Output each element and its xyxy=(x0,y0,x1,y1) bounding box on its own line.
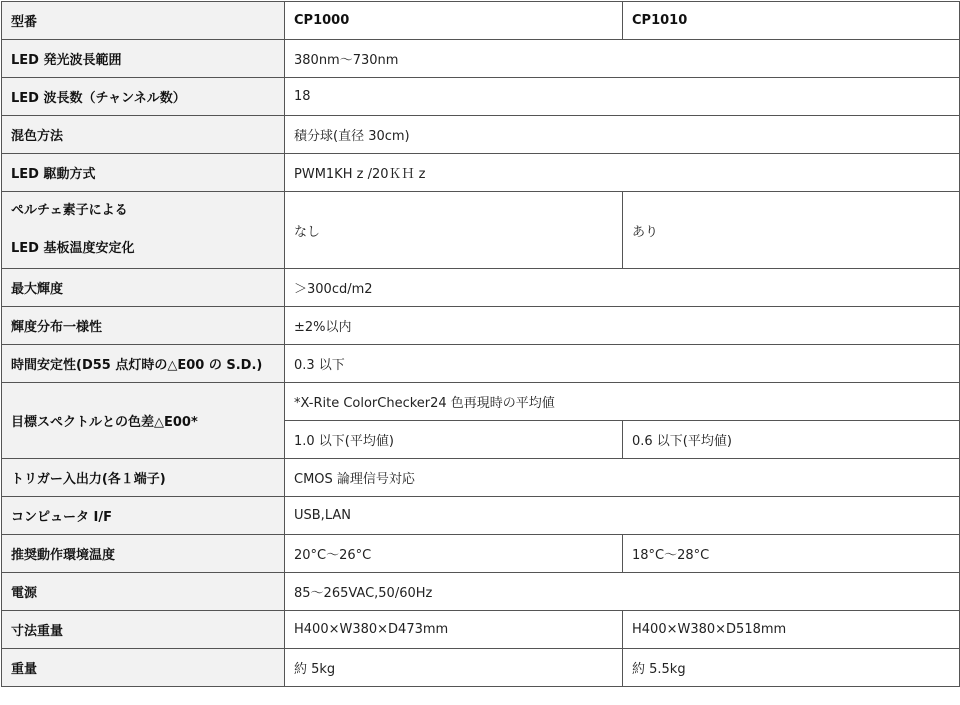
row-label: 電源 xyxy=(2,573,285,611)
row-label-line1: ペルチェ素子による xyxy=(11,203,128,218)
row-value: 380nm〜730nm xyxy=(285,40,960,78)
row-value: 0.3 以下 xyxy=(285,345,960,383)
header-label: 型番 xyxy=(2,2,285,40)
row-label xyxy=(2,192,285,269)
row-label: 時間安定性(D55 点灯時の△E00 の S.D.) xyxy=(2,345,285,383)
row-value-b: 18°C〜28°C xyxy=(623,535,960,573)
table-row xyxy=(2,497,960,535)
row-label: 寸法重量 xyxy=(2,611,285,649)
row-value-b: あり xyxy=(623,192,960,269)
row-value: 積分球(直径 30cm) xyxy=(285,116,960,154)
row-label-line2: LED 基板温度安定化 xyxy=(11,241,135,256)
row-label: 輝度分布一様性 xyxy=(2,307,285,345)
table-row xyxy=(2,535,960,573)
header-model-b: CP1010 xyxy=(623,2,960,40)
row-label: 重量 xyxy=(2,649,285,687)
row-value: USB,LAN xyxy=(285,497,960,535)
row-value-a: 約 5kg xyxy=(285,649,623,687)
table-row xyxy=(2,345,960,383)
row-value-a: なし xyxy=(285,192,623,269)
table-row xyxy=(2,269,960,307)
table-row xyxy=(2,307,960,345)
row-value: ±2%以内 xyxy=(285,307,960,345)
row-label: 推奨動作環境温度 xyxy=(2,535,285,573)
row-value-b: 約 5.5kg xyxy=(623,649,960,687)
row-label: 目標スペクトルとの色差△E00* xyxy=(2,383,285,459)
row-label: LED 発光波長範囲 xyxy=(2,40,285,78)
row-value-b: 0.6 以下(平均値) xyxy=(623,421,960,459)
spec-table xyxy=(1,1,960,687)
row-value: 18 xyxy=(285,78,960,116)
row-label: LED 波長数（チャンネル数） xyxy=(2,78,285,116)
row-label: LED 駆動方式 xyxy=(2,154,285,192)
row-value-b: H400×W380×D518mm xyxy=(623,611,960,649)
row-note: *X-Rite ColorChecker24 色再現時の平均値 xyxy=(285,383,960,421)
row-value-a: H400×W380×D473mm xyxy=(285,611,623,649)
row-value: 85〜265VAC,50/60Hz xyxy=(285,573,960,611)
table-row xyxy=(2,78,960,116)
row-value: PWM1KH z /20ＫＨ z xyxy=(285,154,960,192)
row-label: 混色方法 xyxy=(2,116,285,154)
row-label: トリガー入出力(各１端子) xyxy=(2,459,285,497)
table-row xyxy=(2,40,960,78)
table-row xyxy=(2,459,960,497)
row-value: CMOS 論理信号対応 xyxy=(285,459,960,497)
table-header-row xyxy=(2,2,960,40)
header-model-a: CP1000 xyxy=(285,2,623,40)
row-value-a: 20°C〜26°C xyxy=(285,535,623,573)
table-row xyxy=(2,649,960,687)
table-row xyxy=(2,116,960,154)
row-value-a: 1.0 以下(平均値) xyxy=(285,421,623,459)
table-row xyxy=(2,611,960,649)
table-row xyxy=(2,192,960,269)
row-value: ＞300cd/m2 xyxy=(285,269,960,307)
row-label: コンピュータ I/F xyxy=(2,497,285,535)
row-label: 最大輝度 xyxy=(2,269,285,307)
table-row xyxy=(2,154,960,192)
table-row xyxy=(2,573,960,611)
table-row xyxy=(2,383,960,421)
